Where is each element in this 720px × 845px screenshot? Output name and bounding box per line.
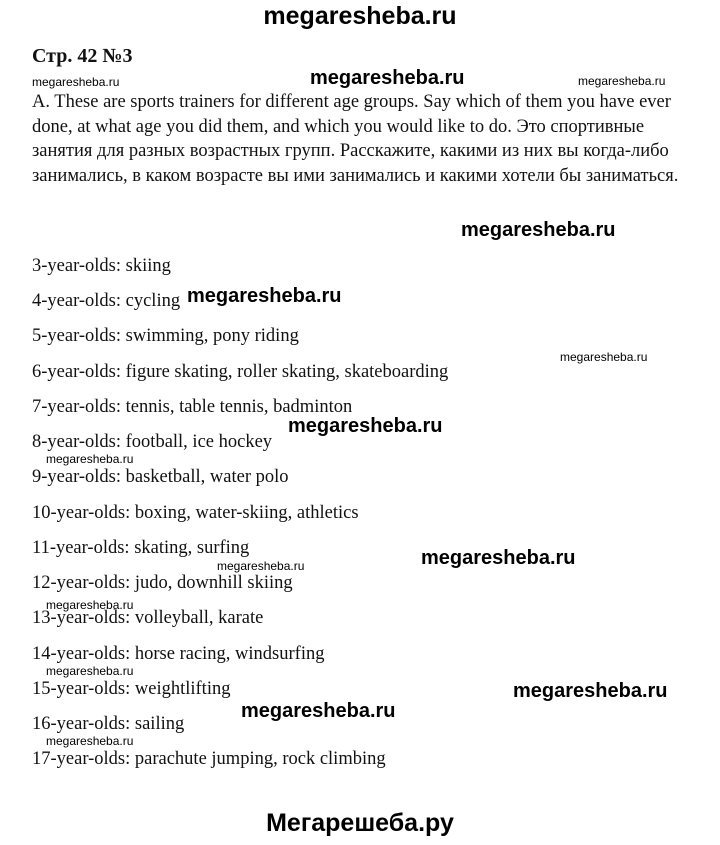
- list-item: 13-year-olds: volleyball, karate: [32, 608, 264, 628]
- site-header: megaresheba.ru: [263, 2, 457, 30]
- watermark: megaresheba.ru: [241, 700, 396, 722]
- page-reference: Стр. 42 №3: [32, 45, 133, 67]
- list-item: 8-year-olds: football, ice hockey: [32, 432, 273, 452]
- watermark: megaresheba.ru: [217, 559, 305, 573]
- watermark: megaresheba.ru: [578, 74, 666, 88]
- watermark: megaresheba.ru: [310, 67, 465, 89]
- watermark: megaresheba.ru: [46, 598, 134, 612]
- watermark: megaresheba.ru: [421, 547, 576, 569]
- list-item: 3-year-olds: skiing: [32, 256, 171, 276]
- watermark: megaresheba.ru: [46, 452, 134, 466]
- list-item: 9-year-olds: basketball, water polo: [32, 467, 289, 487]
- task-instruction: A. These are sports trainers for different age groups. Say which of them you have ever done, at what age you did them, and which you would like to do. Это спортивные занятия для разных возрастных групп. Расскажите, какими из них вы когда-либо занимались, в каком возрасте вы ими занимались и какими хотели бы заниматься.: [32, 92, 679, 186]
- list-item: 5-year-olds: swimming, pony riding: [32, 326, 299, 346]
- watermark: megaresheba.ru: [288, 415, 443, 437]
- list-item: 16-year-olds: sailing: [32, 714, 185, 734]
- watermark: megaresheba.ru: [560, 350, 648, 364]
- watermark: megaresheba.ru: [46, 734, 134, 748]
- list-item: 17-year-olds: parachute jumping, rock climbing: [32, 749, 386, 769]
- site-footer: Мегарешеба.ру: [266, 809, 454, 837]
- list-item: 15-year-olds: weightlifting: [32, 679, 231, 699]
- list-item: 6-year-olds: figure skating, roller skating, skateboarding: [32, 362, 449, 382]
- list-item: 12-year-olds: judo, downhill skiing: [32, 573, 293, 593]
- list-item: 4-year-olds: cycling: [32, 291, 181, 311]
- watermark: megaresheba.ru: [187, 285, 342, 307]
- list-item: 10-year-olds: boxing, water-skiing, athletics: [32, 503, 359, 523]
- watermark: megaresheba.ru: [461, 219, 616, 241]
- watermark: megaresheba.ru: [513, 680, 668, 702]
- list-item: 7-year-olds: tennis, table tennis, badminton: [32, 397, 353, 417]
- list-item: 14-year-olds: horse racing, windsurfing: [32, 644, 325, 664]
- watermark: megaresheba.ru: [46, 664, 134, 678]
- list-item: 11-year-olds: skating, surfing: [32, 538, 250, 558]
- watermark: megaresheba.ru: [32, 75, 120, 89]
